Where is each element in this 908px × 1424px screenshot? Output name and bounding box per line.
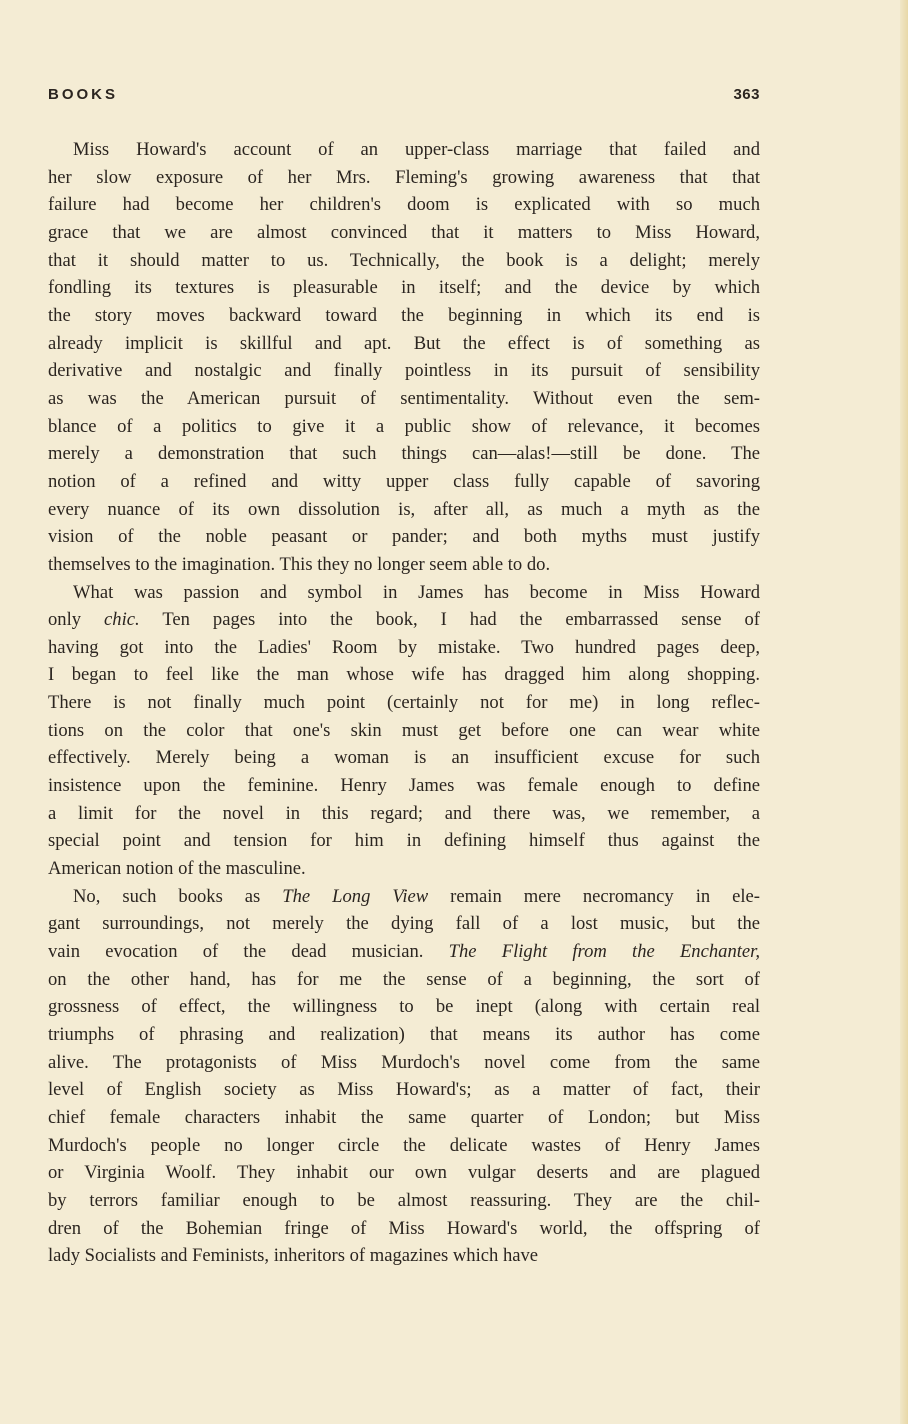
page-header xyxy=(48,86,760,110)
text-line: gant surroundings, not merely the dying fall of a lost music, but the xyxy=(48,913,760,935)
text-line: level of English society as Miss Howard's; as a matter of fact, their xyxy=(48,1079,760,1101)
text-line: or Virginia Woolf. They inhabit our own vulgar deserts and are plagued xyxy=(48,1162,760,1184)
text-line: triumphs of phrasing and realization) that means its author has come xyxy=(48,1024,760,1045)
italic-title: The Long View xyxy=(282,885,429,907)
running-head: BOOKS xyxy=(48,86,119,103)
text-line: grace that we are almost convinced that it matters to Miss Howard, xyxy=(48,221,760,243)
text-line: her slow exposure of her Mrs. Fleming's growing awareness that that xyxy=(48,166,760,188)
text-line: insistence upon the feminine. Henry James was female enough to define xyxy=(48,775,760,797)
text-line: notion of a refined and witty upper class fully capable of savoring xyxy=(48,470,760,492)
text-line: as was the American pursuit of sentimentality. Without even the sem- xyxy=(48,387,760,409)
paragraph-2 xyxy=(48,579,760,883)
text-line: that it should matter to us. Technically, the book is a delight; merely xyxy=(48,249,760,271)
text-line: Murdoch's people no longer circle the delicate wastes of Henry James xyxy=(48,1134,760,1156)
text-line: derivative and nostalgic and finally pointless in its pursuit of sensibility xyxy=(48,360,760,382)
page-edge xyxy=(900,0,908,1424)
text-line: having got into the Ladies' Room by mistake. Two hundred pages deep, xyxy=(48,636,760,658)
text-line: special point and tension for him in defining himself thus against the xyxy=(48,830,760,852)
text-line: every nuance of its own dissolution is, after all, as much a myth as the xyxy=(48,498,760,520)
text-line: lady Socialists and Feminists, inheritors of magazines which have xyxy=(48,1245,539,1267)
italic-title: chic. xyxy=(104,609,140,631)
text-line: themselves to the imagination. This they no longer seem able to do. xyxy=(48,553,551,575)
text-line: dren of the Bohemian fringe of Miss Howard's world, the offspring of xyxy=(48,1217,760,1239)
text-line: effectively. Merely being a woman is an insufficient excuse for such xyxy=(48,747,760,769)
text-line: There is not finally much point (certainly not for me) in long reflec- xyxy=(48,692,760,714)
text-line: vision of the noble peasant or pander; and both myths must justify xyxy=(48,526,760,548)
body-text xyxy=(48,136,760,1270)
text-line: I began to feel like the man whose wife has dragged him along shopping. xyxy=(48,664,760,686)
text-line: chief female characters inhabit the same quarter of London; but Miss xyxy=(48,1106,760,1128)
text-line: failure had become her children's doom is explicated with so much xyxy=(48,194,760,216)
page-number: 363 xyxy=(733,86,760,103)
text-line: Miss Howard's account of an upper-class marriage that failed and xyxy=(73,139,760,160)
text-line: fondling its textures is pleasurable in itself; and the device by which xyxy=(48,277,760,299)
text-line: tions on the color that one's skin must get before one can wear white xyxy=(48,719,760,741)
text-line: No, such books as The Long View remain mere necromancy in ele- xyxy=(73,885,760,907)
text-line: blance of a politics to give it a public show of relevance, it becomes xyxy=(48,415,760,437)
text-line: only chic. Ten pages into the book, I had the embarrassed sense of xyxy=(48,609,760,631)
text-line: on the other hand, has for me the sense of a beginning, the sort of xyxy=(48,968,760,990)
text-line: What was passion and symbol in James has become in Miss Howard xyxy=(73,581,760,603)
text-line: American notion of the masculine. xyxy=(48,858,306,880)
paragraph-3 xyxy=(48,883,760,1270)
text-line: already implicit is skillful and apt. But the effect is of something as xyxy=(48,332,760,354)
text-line: a limit for the novel in this regard; and there was, we remember, a xyxy=(48,802,760,824)
text-line: the story moves backward toward the beginning in which its end is xyxy=(48,304,760,326)
text-line: grossness of effect, the willingness to be inept (along with certain real xyxy=(48,996,760,1018)
paragraph-1 xyxy=(48,136,760,579)
text-line: alive. The protagonists of Miss Murdoch's novel come from the same xyxy=(48,1051,760,1073)
text-line: merely a demonstration that such things can—alas!—still be done. The xyxy=(48,443,760,465)
italic-title: The Flight from the Enchanter, xyxy=(448,941,760,963)
text-line: by terrors familiar enough to be almost reassuring. They are the chil- xyxy=(48,1189,760,1211)
text-line: vain evocation of the dead musician. The Flight from the Enchanter, xyxy=(48,941,760,963)
